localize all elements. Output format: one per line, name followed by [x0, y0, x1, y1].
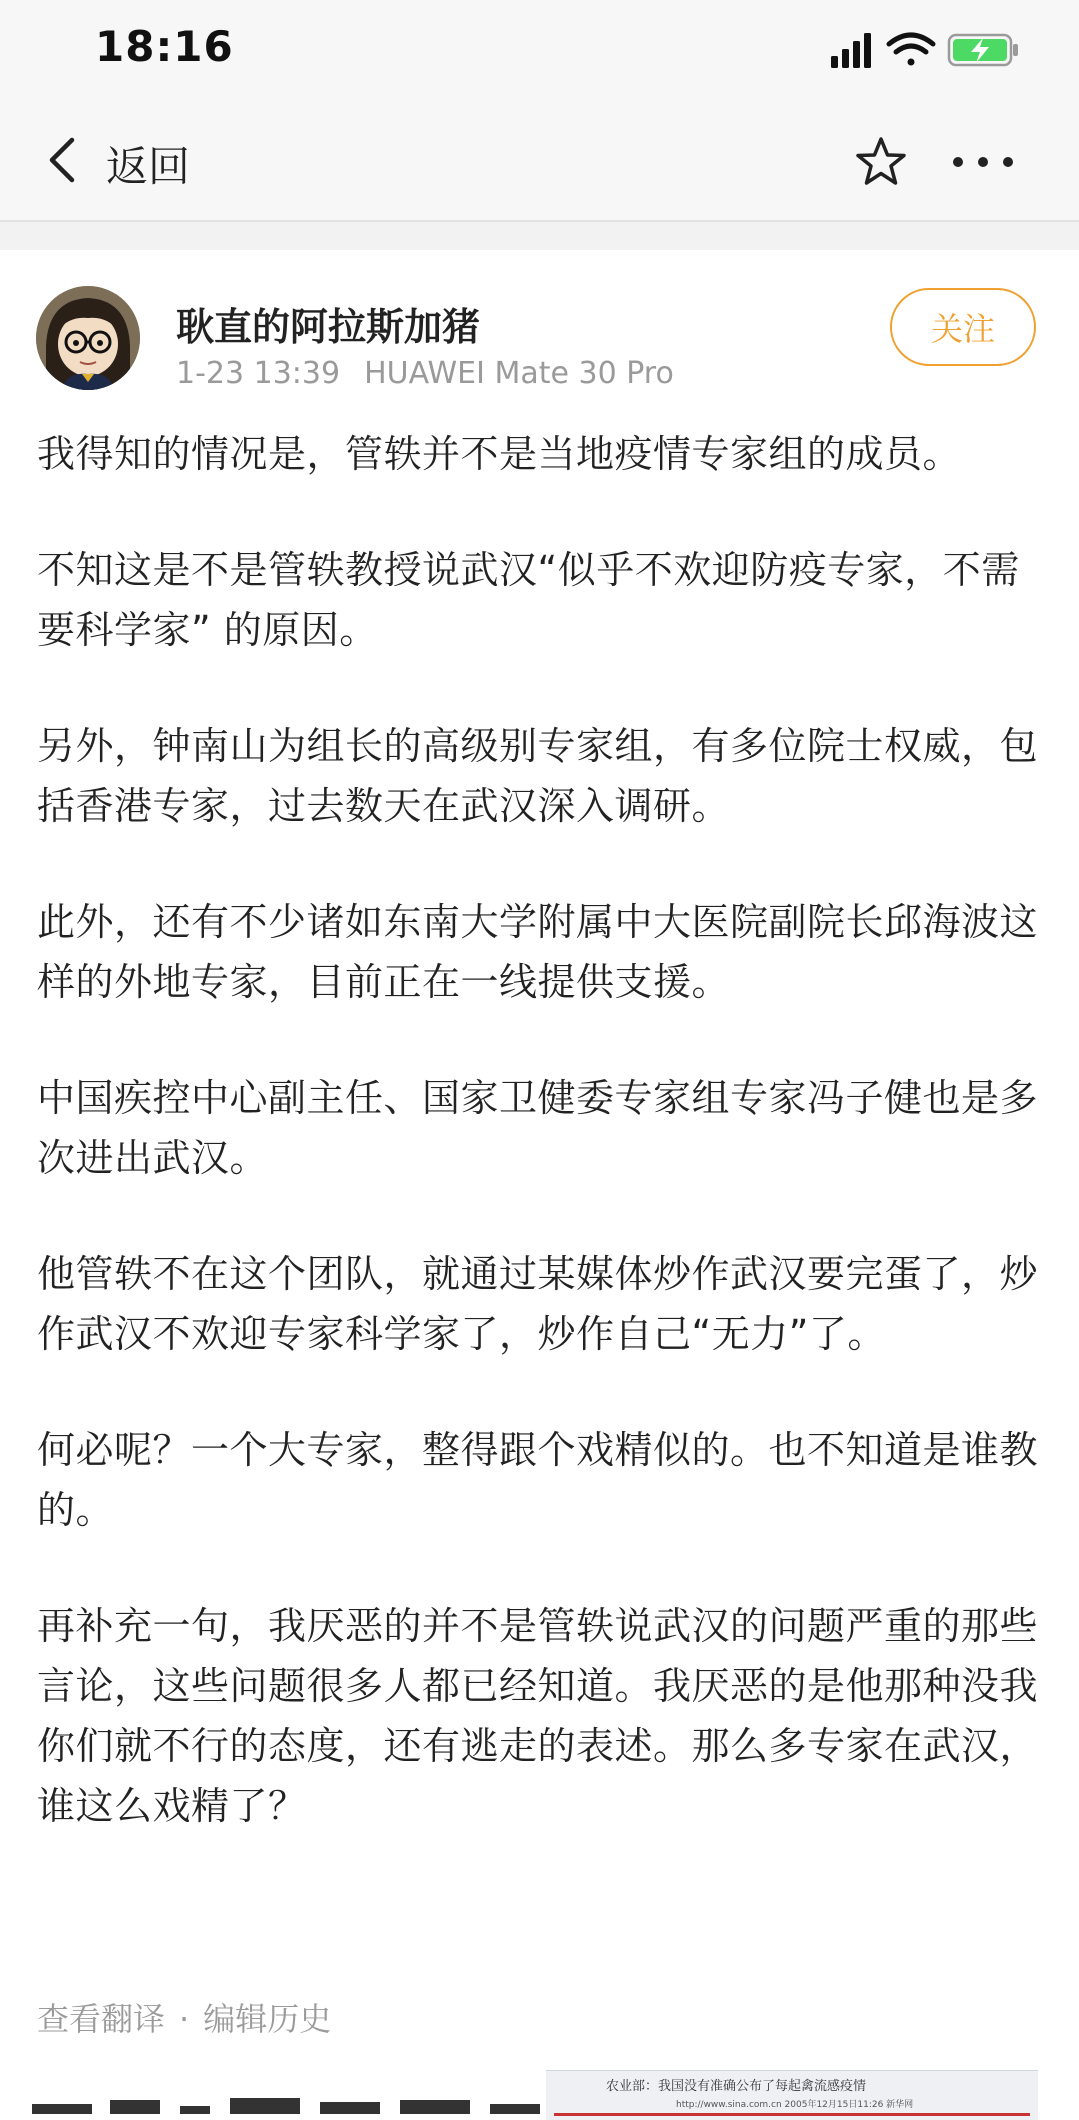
action-separator: ·: [179, 2000, 190, 2038]
image-preview-left-graphic: [30, 2094, 550, 2119]
battery-charging-icon: [949, 35, 1018, 65]
translate-link[interactable]: 查看翻译: [37, 2000, 166, 2038]
follow-button[interactable]: 关注: [890, 288, 1036, 366]
post-paragraph: 何必呢？一个大专家，整得跟个戏精似的。也不知道是谁教的。: [37, 1428, 1039, 1532]
image-preview-right[interactable]: [546, 2070, 1038, 2120]
post-paragraph: 此外，还有不少诸如东南大学附属中大医院副院长邱海波这样的外地专家，目前正在一线提供支援。: [37, 900, 1039, 1004]
wifi-icon: [889, 35, 933, 66]
preview-headline: 农业部：我国没有准确公布了每起禽流感疫情: [606, 2079, 867, 2094]
star-icon[interactable]: [854, 136, 908, 188]
edit-history-link[interactable]: 编辑历史: [203, 2000, 332, 2038]
avatar[interactable]: [36, 286, 140, 390]
nav-bar: [0, 100, 1079, 222]
preview-url: http://www.sina.com.cn 2005年12月15日11:26 新华网: [676, 2100, 914, 2110]
post-paragraph: 另外，钟南山为组长的高级别专家组，有多位院士权威，包括香港专家，过去数天在武汉深入调研。: [37, 724, 1039, 828]
post-body: [37, 424, 1047, 1892]
preview-divider: [554, 2113, 1030, 2116]
avatar-image: [36, 286, 140, 390]
post-device: HUAWEI Mate 30 Pro: [364, 356, 674, 391]
post-meta: [176, 356, 674, 391]
more-icon[interactable]: [950, 150, 1016, 174]
signal-icon: [831, 33, 871, 68]
post-paragraph: 再补充一句，我厌恶的并不是管轶说武汉的问题严重的那些言论，这些问题很多人都已经知道。我厌恶的是他那种没我你们就不行的态度，还有逃走的表述。那么多专家在武汉，谁这么戏精了？: [37, 1604, 1039, 1828]
image-preview-left[interactable]: [30, 2094, 550, 2119]
back-button[interactable]: 返回: [106, 142, 191, 191]
status-icons: [831, 32, 1021, 68]
status-time: 18:16: [95, 22, 234, 71]
post-actions: [37, 1994, 331, 2040]
post-paragraph: 中国疾控中心副主任、国家卫健委专家组专家冯子健也是多次进出武汉。: [37, 1076, 1039, 1180]
section-divider: [0, 222, 1079, 250]
author-name[interactable]: 耿直的阿拉斯加猪: [176, 305, 481, 349]
back-chevron-icon[interactable]: [44, 136, 80, 184]
post-paragraph: 他管轶不在这个团队，就通过某媒体炒作武汉要完蛋了，炒作武汉不欢迎专家科学家了，炒作自己“无力”了。: [37, 1252, 1039, 1356]
post-paragraph: 我得知的情况是，管轶并不是当地疫情专家组的成员。: [37, 432, 962, 476]
post-paragraph: 不知这是不是管轶教授说武汉“似乎不欢迎防疫专家，不需要科学家” 的原因。: [37, 548, 1020, 652]
post-time: 1-23 13:39: [176, 356, 341, 391]
status-bar: [0, 0, 1079, 100]
